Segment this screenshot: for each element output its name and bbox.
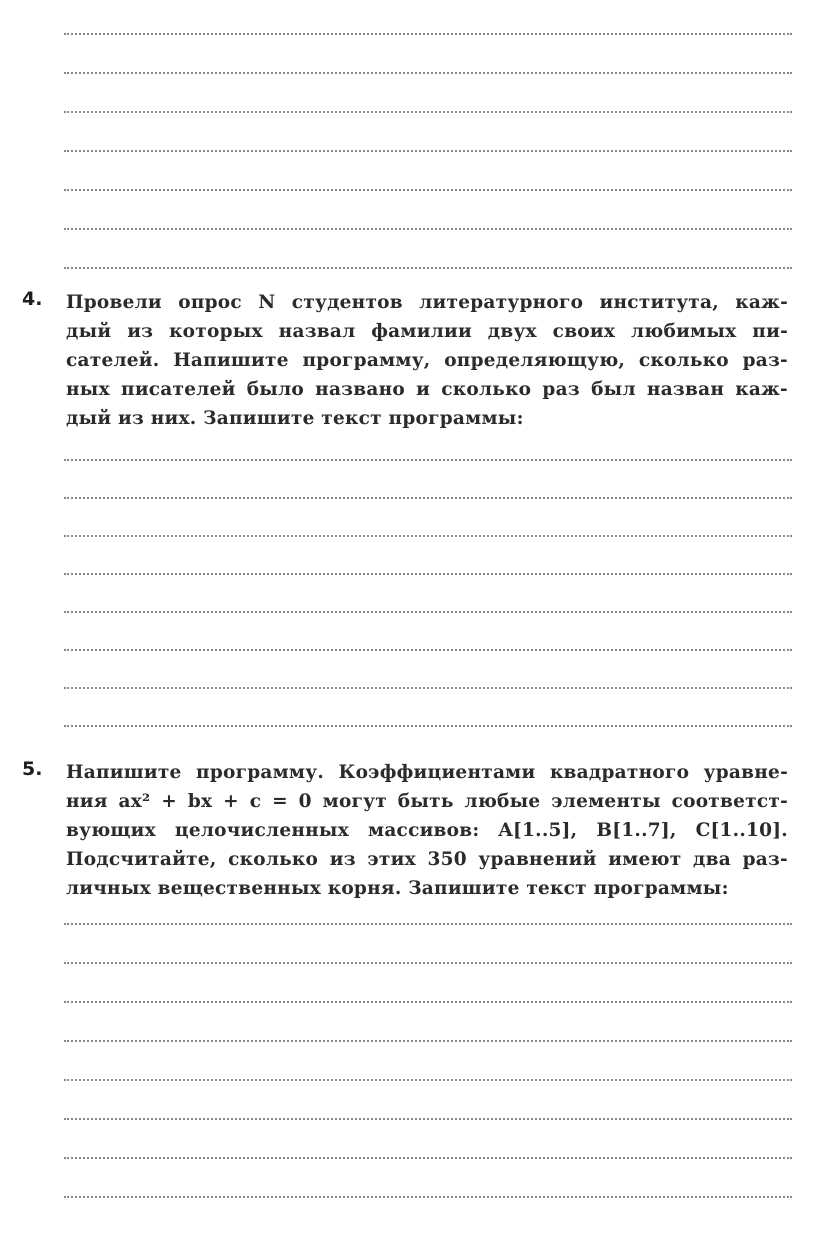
task-number: 4. — [22, 288, 43, 310]
answer-line[interactable] — [64, 611, 792, 613]
task-text-line: сателей. Напишите программу, определяющую, сколько раз- — [66, 350, 788, 371]
answer-line[interactable] — [64, 962, 792, 964]
answer-line[interactable] — [64, 1118, 792, 1120]
task-text-line: ных писателей было названо и сколько раз был назван каж- — [66, 379, 788, 400]
answer-lines-task-5 — [64, 905, 792, 1205]
task-text-line: дый из которых назвал фамилии двух своих любимых пи- — [66, 321, 788, 342]
answer-line[interactable] — [64, 923, 792, 925]
answer-line[interactable] — [64, 649, 792, 651]
answer-line[interactable] — [64, 535, 792, 537]
task-text-line: личных вещественных корня. Запишите текст программы: — [66, 878, 729, 899]
answer-line[interactable] — [64, 33, 792, 35]
answer-line[interactable] — [64, 1157, 792, 1159]
answer-line[interactable] — [64, 497, 792, 499]
answer-line[interactable] — [64, 725, 792, 727]
answer-line[interactable] — [64, 1079, 792, 1081]
answer-lines-task-4 — [64, 440, 792, 740]
task-5 — [22, 758, 792, 908]
task-text-line: вующих целочисленных массивов: A[1..5], B[1..7], C[1..10]. — [66, 820, 788, 841]
answer-line[interactable] — [64, 1001, 792, 1003]
task-text-line: ния ax² + bx + c = 0 могут быть любые элементы соответст- — [66, 791, 788, 812]
answer-line[interactable] — [64, 687, 792, 689]
answer-line[interactable] — [64, 1040, 792, 1042]
answer-line[interactable] — [64, 1196, 792, 1198]
answer-line[interactable] — [64, 111, 792, 113]
task-text-line: Подсчитайте, сколько из этих 350 уравнений имеют два раз- — [66, 849, 788, 870]
answer-line[interactable] — [64, 459, 792, 461]
task-text — [66, 758, 788, 903]
task-text-line: Напишите программу. Коэффициентами квадратного уравне- — [66, 762, 788, 783]
task-text-line: Провели опрос N студентов литературного института, каж- — [66, 292, 788, 313]
answer-lines-top — [64, 0, 792, 280]
answer-line[interactable] — [64, 150, 792, 152]
task-text — [66, 288, 788, 433]
answer-line[interactable] — [64, 72, 792, 74]
answer-line[interactable] — [64, 228, 792, 230]
answer-line[interactable] — [64, 189, 792, 191]
task-number: 5. — [22, 758, 43, 780]
task-text-line: дый из них. Запишите текст программы: — [66, 408, 524, 429]
answer-line[interactable] — [64, 573, 792, 575]
task-4 — [22, 288, 792, 438]
answer-line[interactable] — [64, 267, 792, 269]
